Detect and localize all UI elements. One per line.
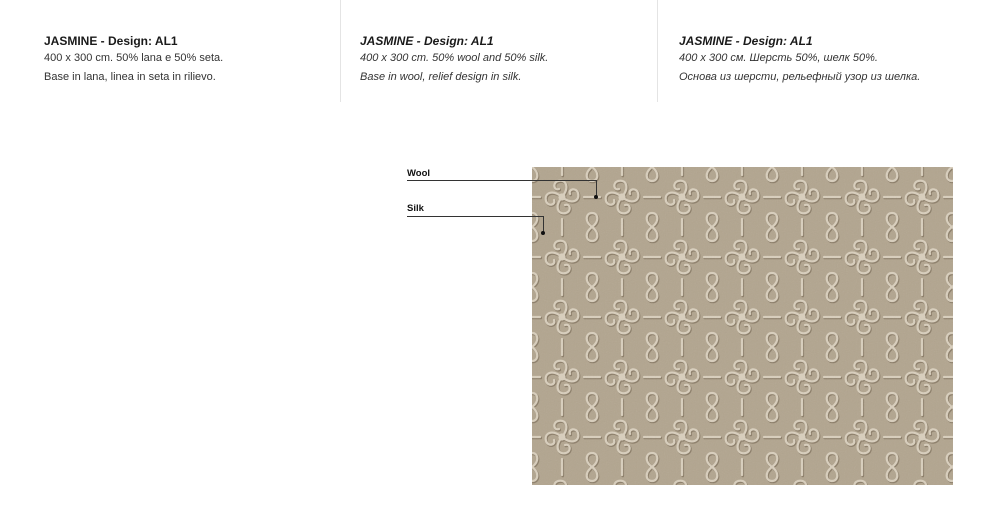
product-info-italian [44, 0, 339, 102]
rug-image [532, 167, 953, 485]
callout-wool-drop [596, 180, 597, 196]
product-title: JASMINE - Design: AL1 [44, 34, 178, 48]
callout-silk-label: Silk [407, 203, 424, 214]
product-construction: Base in lana, linea in seta in rilievo. [44, 71, 216, 83]
callout-wool-label: Wool [407, 168, 431, 179]
product-construction: Основа из шерсти, рельефный узор из шелка. [679, 71, 921, 83]
callout-silk-leader [407, 216, 543, 217]
product-title: JASMINE - Design: AL1 [679, 34, 813, 48]
callout-silk-drop [543, 216, 544, 232]
product-info-english [360, 0, 655, 102]
product-info-russian [679, 0, 999, 102]
product-size-composition: 400 x 300 cm. 50% wool and 50% silk. [360, 52, 549, 64]
callout-wool-leader [407, 180, 596, 181]
callout-wool-point [594, 195, 598, 199]
column-divider [340, 0, 341, 102]
column-divider [657, 0, 658, 102]
product-construction: Base in wool, relief design in silk. [360, 71, 522, 83]
callout-silk-point [541, 231, 545, 235]
product-title: JASMINE - Design: AL1 [360, 34, 494, 48]
product-size-composition: 400 x 300 cm. 50% lana e 50% seta. [44, 52, 224, 64]
product-size-composition: 400 x 300 см. Шерсть 50%, шелк 50%. [679, 52, 878, 64]
